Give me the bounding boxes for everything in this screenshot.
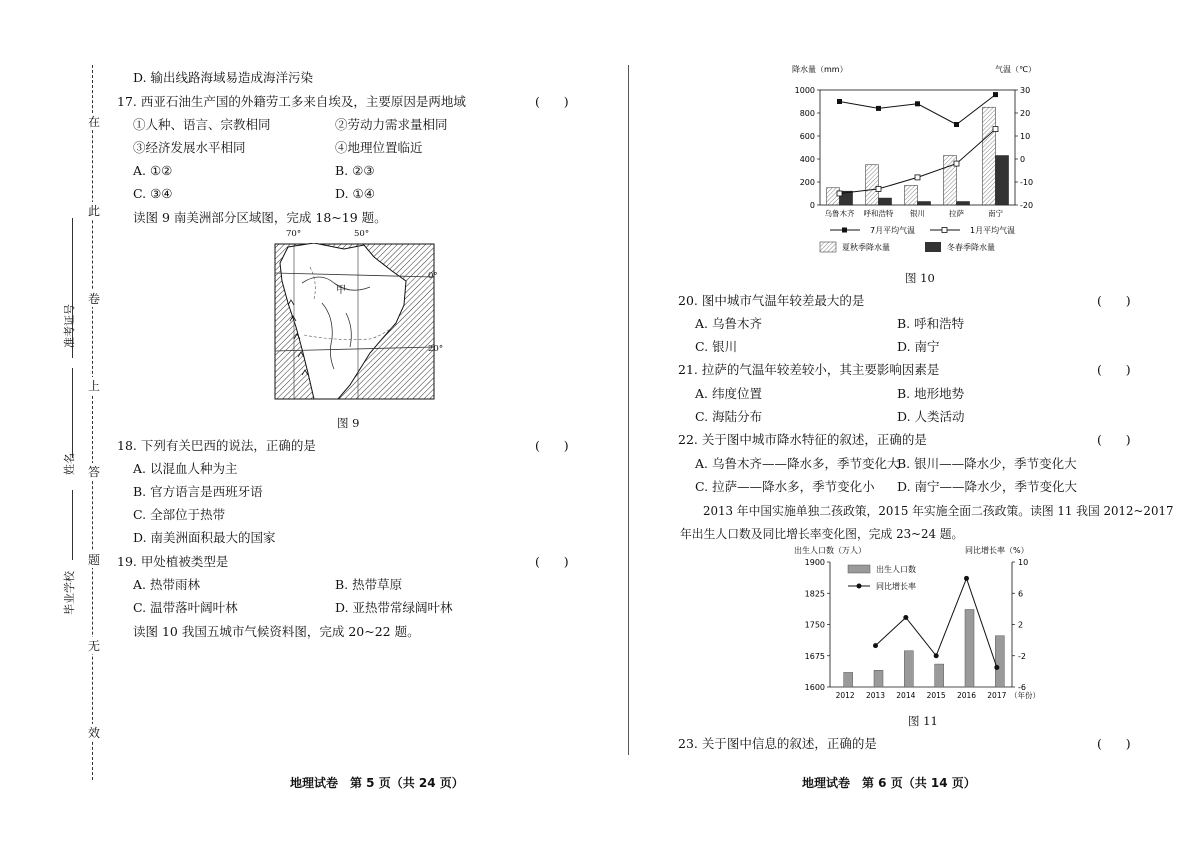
q21-option-c[interactable]: C. 海陆分布 <box>695 409 763 424</box>
q20-option-c[interactable]: C. 银川 <box>695 339 738 354</box>
y2-tick-label: 20 <box>1020 109 1031 118</box>
x-tick-label: 2012 <box>835 691 855 700</box>
q21-option-b[interactable]: B. 地形地势 <box>897 386 965 401</box>
legend-january-marker <box>942 228 947 233</box>
x-tick-label: 拉萨 <box>949 209 964 218</box>
line-july-temp <box>840 95 996 125</box>
binding-char-3: 卷 <box>88 292 101 306</box>
y-tick-label: 1825 <box>804 589 825 599</box>
y-axis-title: 降水量（mm） <box>792 65 848 74</box>
bar-summer-autumn <box>866 165 879 205</box>
q19-option-d[interactable]: D. 亚热带常绿阔叶林 <box>335 600 453 615</box>
y-tick-label: 1600 <box>804 683 825 692</box>
legend-winter-label: 冬春季降水量 <box>947 243 995 252</box>
x-tick-label: 2017 <box>987 691 1007 700</box>
q18-option-c[interactable]: C. 全部位于热带 <box>133 507 226 522</box>
binding-char-7: 无 <box>88 639 101 653</box>
y2-tick-label: -20 <box>1020 201 1034 210</box>
q19-answer-paren[interactable]: ( ) <box>535 554 569 569</box>
q21-stem: 21. 拉萨的气温年较差较小，其主要影响因素是 <box>678 362 940 377</box>
q20-stem: 20. 图中城市气温年较差最大的是 <box>678 293 865 308</box>
intro-18-19: 读图 9 南美洲部分区域图，完成 18~19 题。 <box>133 210 387 225</box>
binding-char-1: 在 <box>88 115 101 129</box>
bar-winter-spring <box>879 198 892 205</box>
binding-char-2: 此 <box>88 204 101 218</box>
lon-70-label: 70° <box>286 229 302 239</box>
x-axis-title: （年份） <box>1010 691 1040 700</box>
x-tick-label: 银川 <box>910 209 925 218</box>
q22-option-b[interactable]: B. 银川——降水少，季节变化大 <box>897 456 1077 471</box>
legend-births-label: 出生人口数 <box>876 565 916 574</box>
legend-summer-label: 夏秋季降水量 <box>842 243 890 252</box>
bar-births <box>904 651 913 687</box>
bar-births <box>874 670 883 687</box>
legend-summer-swatch <box>820 242 836 252</box>
point-july-temp <box>993 92 998 97</box>
y-tick-label: 600 <box>799 132 815 141</box>
q20-option-b[interactable]: B. 呼和浩特 <box>897 316 965 331</box>
q17-answer-paren[interactable]: ( ) <box>535 94 569 109</box>
q18-option-a[interactable]: A. 以混血人种为主 <box>133 461 238 476</box>
region-jia-label: 甲 <box>336 285 346 296</box>
x-tick-label: 2014 <box>896 691 916 700</box>
q17-item-1: ①人种、语言、宗教相同 <box>133 117 271 132</box>
bar-summer-autumn <box>905 185 918 205</box>
page-divider <box>628 65 629 755</box>
bar-births <box>965 610 974 688</box>
q21-answer-paren[interactable]: ( ) <box>1097 362 1131 377</box>
exam-id-label: 准考证号 <box>63 304 76 348</box>
y-tick-label: 200 <box>799 178 815 187</box>
y2-tick-label: 6 <box>1018 589 1024 599</box>
intro-20-22: 读图 10 我国五城市气候资料图，完成 20~22 题。 <box>133 624 420 639</box>
point-july-temp <box>876 106 881 111</box>
legend-july-marker <box>842 228 847 233</box>
bar-births <box>844 672 853 687</box>
q17-stem: 17. 西亚石油生产国的外籍劳工多来自埃及，主要原因是两地域 <box>117 94 466 109</box>
left-footer: 地理试卷 第 5 页（共 24 页） <box>290 776 464 790</box>
line-january-temp <box>840 129 996 193</box>
q19-option-c[interactable]: C. 温带落叶阔叶林 <box>133 600 238 615</box>
legend-rate-marker <box>857 584 862 589</box>
point-july-temp <box>915 101 920 106</box>
q18-stem: 18. 下列有关巴西的说法，正确的是 <box>117 438 316 453</box>
x-tick-label: 南宁 <box>988 209 1003 218</box>
lat-20-label: 20° <box>428 344 444 354</box>
y-tick-label: 0 <box>809 201 815 210</box>
q18-answer-paren[interactable]: ( ) <box>535 438 569 453</box>
y2-tick-label: 2 <box>1018 620 1024 630</box>
bar-summer-autumn <box>983 107 996 205</box>
q20-option-a[interactable]: A. 乌鲁木齐 <box>695 316 762 331</box>
q19-option-a[interactable]: A. 热带雨林 <box>133 577 200 592</box>
y2-axis-title: 气温（℃） <box>995 65 1036 74</box>
q23-stem: 23. 关于图中信息的叙述，正确的是 <box>678 736 877 751</box>
q22-answer-paren[interactable]: ( ) <box>1097 432 1131 447</box>
school-underline <box>72 490 73 560</box>
q21-option-a[interactable]: A. 纬度位置 <box>695 386 762 401</box>
point-growth-rate <box>903 615 908 620</box>
binding-char-5: 答 <box>88 465 101 479</box>
figure-9-caption: 图 9 <box>337 416 360 430</box>
figure-11-chart <box>790 540 1060 705</box>
map-frame <box>274 243 436 401</box>
bar-births <box>995 636 1004 687</box>
q17-item-2: ②劳动力需求量相同 <box>335 117 448 132</box>
x-tick-label: 2013 <box>865 691 886 700</box>
point-growth-rate <box>873 643 878 648</box>
q22-option-c[interactable]: C. 拉萨——降水多，季节变化小 <box>695 479 875 494</box>
lon-50-label: 50° <box>354 229 370 239</box>
q22-stem: 22. 关于图中城市降水特征的叙述，正确的是 <box>678 432 927 447</box>
q19-stem: 19. 甲处植被类型是 <box>117 554 229 569</box>
q17-item-3: ③经济发展水平相同 <box>133 140 246 155</box>
binding-line <box>92 65 93 780</box>
bar-winter-spring <box>957 202 970 205</box>
y-tick-label: 1000 <box>794 86 815 95</box>
y-tick-label: 1750 <box>804 620 825 630</box>
q18-option-d[interactable]: D. 南美洲面积最大的国家 <box>133 530 276 545</box>
name-underline <box>72 368 73 458</box>
point-january-temp <box>954 161 959 166</box>
legend-winter-swatch <box>925 242 941 252</box>
binding-char-4: 上 <box>88 379 101 393</box>
q23-answer-paren[interactable]: ( ) <box>1097 736 1131 751</box>
point-growth-rate <box>994 665 999 670</box>
q22-option-d[interactable]: D. 南宁——降水少，季节变化大 <box>897 479 1078 494</box>
intro-23-24-line1: 2013 年中国实施单独二孩政策，2015 年实施全面二孩政策。读图 11 我国 2012~2017 <box>703 504 1174 518</box>
intro-23-24-line2: 年出生人口数及同比增长率变化图，完成 23~24 题。 <box>680 527 964 541</box>
q16-option-d: D. 输出线路海域易造成海洋污染 <box>133 70 314 85</box>
figure-10-chart <box>790 60 1050 265</box>
q17-item-4: ④地理位置临近 <box>335 140 423 155</box>
school-label: 毕业学校 <box>63 571 76 615</box>
point-january-temp <box>876 186 881 191</box>
q17-option-d[interactable]: D. ①④ <box>335 186 375 201</box>
bar-winter-spring <box>918 202 931 205</box>
y-tick-label: 1675 <box>804 651 825 661</box>
y2-axis-title: 同比增长率（%） <box>965 546 1029 555</box>
q17-option-a[interactable]: A. ①② <box>133 163 173 178</box>
bar-winter-spring <box>996 156 1009 205</box>
q18-option-b[interactable]: B. 官方语言是西班牙语 <box>133 484 263 499</box>
y2-tick-label: 10 <box>1020 132 1031 141</box>
point-january-temp <box>837 191 842 196</box>
legend-births-swatch <box>848 565 870 573</box>
q20-answer-paren[interactable]: ( ) <box>1097 293 1131 308</box>
binding-char-8: 效 <box>88 726 101 740</box>
point-growth-rate <box>934 653 939 658</box>
x-tick-label: 2016 <box>956 691 977 700</box>
y-axis-title: 出生人口数（万人） <box>794 546 866 555</box>
y2-tick-label: 10 <box>1018 558 1029 567</box>
figure-11-caption: 图 11 <box>908 714 938 728</box>
point-january-temp <box>993 127 998 132</box>
y-tick-label: 800 <box>799 109 815 118</box>
x-tick-label: 呼和浩特 <box>863 209 894 218</box>
point-july-temp <box>837 99 842 104</box>
y2-tick-label: -10 <box>1020 178 1034 187</box>
name-label: 姓名 <box>63 453 76 475</box>
q17-option-c[interactable]: C. ③④ <box>133 186 173 201</box>
y2-tick-label: -2 <box>1018 651 1026 661</box>
right-footer: 地理试卷 第 6 页（共 14 页） <box>802 776 976 790</box>
x-tick-label: 乌鲁木齐 <box>824 209 855 218</box>
q19-option-b[interactable]: B. 热带草原 <box>335 577 403 592</box>
x-tick-label: 2015 <box>926 691 946 700</box>
bar-births <box>935 664 944 687</box>
y2-tick-label: -6 <box>1018 683 1026 692</box>
legend-january-label: 1月平均气温 <box>970 226 1016 235</box>
legend-rate-label: 同比增长率 <box>876 582 916 591</box>
binding-char-6: 题 <box>88 553 101 567</box>
y-tick-label: 1900 <box>804 558 825 567</box>
figure-10-caption: 图 10 <box>905 271 935 285</box>
lat-0-label: 0° <box>428 271 438 281</box>
legend-july-label: 7月平均气温 <box>870 226 916 235</box>
point-growth-rate <box>964 576 969 581</box>
y-tick-label: 400 <box>799 155 815 164</box>
figure-9-map <box>274 229 444 401</box>
q21-option-d[interactable]: D. 人类活动 <box>897 409 965 424</box>
q22-option-a[interactable]: A. 乌鲁木齐——降水多，季节变化大 <box>695 456 900 471</box>
q17-option-b[interactable]: B. ②③ <box>335 163 375 178</box>
point-january-temp <box>915 175 920 180</box>
point-july-temp <box>954 122 959 127</box>
q20-option-d[interactable]: D. 南宁 <box>897 339 940 354</box>
y2-tick-label: 0 <box>1020 155 1026 164</box>
y2-tick-label: 30 <box>1020 86 1031 95</box>
